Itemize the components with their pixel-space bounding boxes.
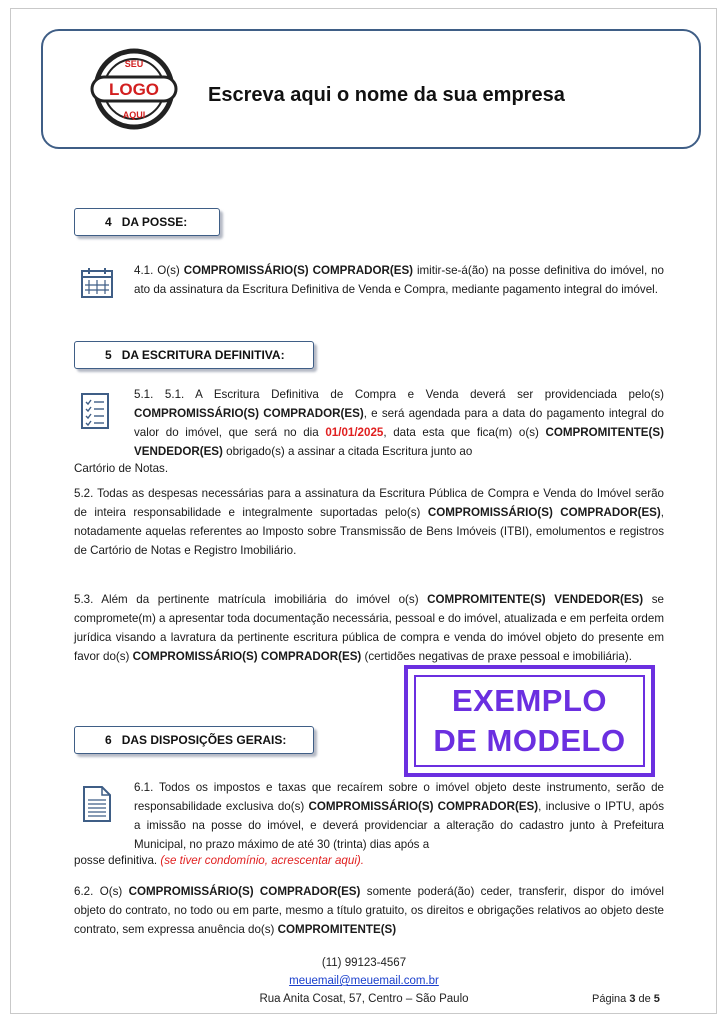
party-name: COMPROMITENTE(S) VENDEDOR(ES) — [134, 426, 664, 458]
clause-5-3 — [74, 590, 664, 666]
clause-text: , notadamente aquelas referentes ao Imposto sobre Transmissão de Bens Imóveis (ITBI), emolumentos e registros de Cartório de Notas e Registro Imobiliário. — [74, 506, 665, 557]
section-title: DA POSSE: — [121, 215, 188, 229]
company-name: Escreva aqui o nome da sua empresa — [208, 84, 565, 106]
party-name: COMPROMISSÁRIO(S) COMPRADOR(ES) — [128, 885, 361, 898]
footer-phone: (11) 99123-4567 — [321, 957, 407, 969]
page-total: 5 — [653, 993, 660, 1005]
section-heading-6 — [74, 726, 314, 754]
clause-text: obrigado(s) a assinar a citada Escritura junto ao — [222, 445, 473, 458]
page-label: de — [635, 993, 654, 1005]
clause-5-1-continuation: Cartório de Notas. — [74, 462, 169, 475]
party-name: COMPROMISSÁRIO(S) COMPRADOR(ES) — [427, 506, 661, 519]
sample-watermark — [404, 665, 655, 777]
page-label: Página — [592, 993, 630, 1005]
clause-text: imitir-se-á(ão) na posse definitiva do imóvel, no ato da assinatura da Escritura Definitiva de Venda e Compra, mediante pagamento integral do imóvel. — [134, 264, 665, 296]
clause-text: , data esta que fica(m) o(s) — [383, 426, 546, 439]
clause-text: 6.1. Todos os impostos e taxas que recaírem sobre o imóvel objeto deste instrumento, serão de responsabilidade exclusiva do(s) — [134, 781, 664, 813]
clause-text: 6.2. O(s) — [74, 885, 129, 898]
party-name: COMPROMISSÁRIO(S) COMPRADOR(ES) — [308, 800, 539, 813]
clause-5-1 — [134, 385, 664, 461]
party-name: COMPROMITENTE(S) — [277, 923, 397, 936]
clause-5-2 — [74, 484, 664, 560]
document-icon — [82, 785, 112, 823]
party-name: COMPROMISSÁRIO(S) COMPRADOR(ES) — [183, 264, 414, 277]
party-name: COMPROMISSÁRIO(S) COMPRADOR(ES) — [132, 650, 362, 663]
clause-text: se compromete(m) a apresentar toda documentação necessária, pessoal e do imóvel, atualizada e em perfeita ordem jurídica visando a lavratura da pertinente escritura pública de compra e venda do imóvel objeto do presente em favor do(s) — [74, 593, 664, 663]
section-heading-5 — [74, 341, 314, 369]
party-name: COMPROMISSÁRIO(S) COMPRADOR(ES) — [134, 407, 364, 420]
watermark-line-2: DE MODELO — [433, 723, 626, 758]
logo-stamp — [88, 48, 180, 130]
editorial-note: (se tiver condomínio, acrescentar aqui). — [160, 854, 364, 867]
clause-text: somente poderá(ão) ceder, transferir, dispor do imóvel objeto do contrato, no todo ou em parte, mesmo a título gratuito, os direitos e obrigações relativos ao objeto deste contrato, sem expressa anuência do(s) — [74, 885, 664, 936]
section-number: 5 — [105, 348, 112, 362]
payment-date: 01/01/2025 — [325, 426, 384, 439]
section-title: DA ESCRITURA DEFINITIVA: — [121, 348, 285, 362]
page-number — [592, 993, 660, 1005]
logo-bottom-text: AQUI — [122, 110, 146, 120]
clause-text: , e será agendada para a data do pagamento integral do valor do imóvel, que será no dia — [134, 407, 664, 439]
section-heading-4 — [74, 208, 220, 236]
page-current: 3 — [629, 993, 636, 1005]
clause-6-2 — [74, 882, 664, 939]
clause-text: 5.3. Além da pertinente matrícula imobiliária do imóvel o(s) — [74, 593, 428, 606]
logo-top-text: SEU — [124, 59, 144, 69]
logo-center-text: LOGO — [108, 80, 160, 99]
section-number: 6 — [105, 733, 112, 747]
clause-text: , inclusive o IPTU, após a imissão na posse do imóvel, e deverá providenciar a alteração do cadastro junto à Prefeitura Municipal, no prazo máximo de até 30 (trinta) dias após a — [134, 800, 664, 851]
watermark-line-1: EXEMPLO — [451, 683, 608, 718]
clause-text: posse definitiva. — [74, 854, 161, 867]
footer-address: Rua Anita Cosat, 57, Centro – São Paulo — [259, 993, 469, 1005]
clause-text: 4.1. O(s) — [134, 264, 184, 277]
clause-6-1 — [134, 778, 664, 854]
clause-text: (certidões negativas de praxe pessoal e imobiliária). — [361, 650, 632, 663]
section-number: 4 — [105, 215, 112, 229]
checklist-icon — [80, 392, 110, 430]
clause-4-1 — [134, 261, 664, 299]
footer-email-link[interactable]: meuemail@meuemail.com.br — [289, 975, 439, 987]
clause-6-1-continuation — [74, 851, 664, 870]
party-name: COMPROMITENTE(S) VENDEDOR(ES) — [427, 593, 644, 606]
clause-text: 5.2. Todas as despesas necessárias para a assinatura da Escritura Pública de Compra e Venda do Imóvel serão de inteira responsabilidade e integralmente suportadas pelo(s) — [74, 487, 664, 519]
calendar-icon — [80, 266, 114, 300]
section-title: DAS DISPOSIÇÕES GERAIS: — [121, 733, 287, 747]
clause-text: 5.1. 5.1. A Escritura Definitiva de Compra e Venda deverá ser providenciada pelo(s) — [134, 388, 664, 401]
footer-email-wrap — [0, 975, 728, 987]
